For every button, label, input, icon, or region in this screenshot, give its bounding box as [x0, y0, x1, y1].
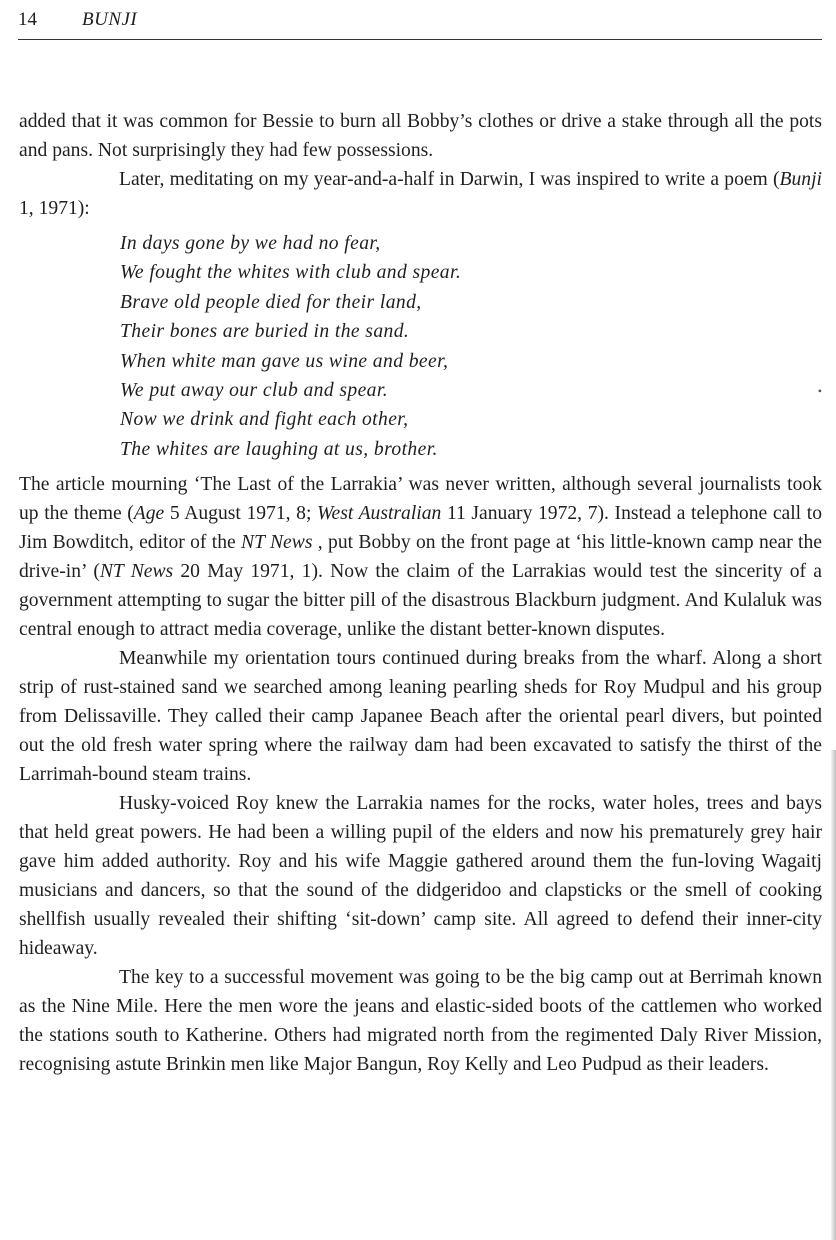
page-edge-shadow — [831, 750, 836, 1240]
header-rule — [18, 39, 822, 40]
poem-line: We put away our club and spear. — [120, 380, 389, 402]
paragraph-6: The key to a successful movement was going to be the big camp out at Berrimah known as the Nine Mile. Here the men wore the jeans and elastic-sided boots of the cattlemen who worked the stations south to Katherine. Others had migrated north from the regimented Daly River Mission, recognising astute Brinkin men like Major Bangun, Roy Kelly and Leo Pudpud as their leaders. — [19, 967, 822, 1076]
paragraph-3-citation-1: Age — [133, 503, 165, 525]
stray-mark: • — [817, 384, 822, 398]
poem-line: When white man gave us wine and beer, — [120, 350, 449, 372]
poem-line: Their bones are buried in the sand. — [120, 321, 410, 343]
paragraph-2-text-2: 1, 1971): — [19, 198, 90, 219]
paragraph-1: added that it was common for Bessie to burn all Bobby’s clothes or drive a stake through all the pots and pans. Not surprisingly they had few possessions. — [19, 111, 822, 161]
poem-line: In days gone by we had no fear, — [120, 233, 381, 254]
paragraph-2 — [19, 165, 822, 223]
poem-line: Brave old people died for their land, — [120, 291, 422, 313]
paragraph-3-text-2: 5 August 1971, 8; — [164, 503, 318, 525]
page-body — [19, 107, 822, 1079]
paragraph-3-text-5: 20 May 1971, 1). Now the claim of the Larrakias would test the sincerity of a government attempting to sugar the bitter pill of the disastrous Blackburn judgment. And Kulaluk was central enough to attract media coverage, unlike the distant better-known disputes. — [19, 561, 822, 641]
poem-line: We fought the whites with club and spear. — [120, 262, 462, 284]
paragraph-3-citation-4: NT News — [99, 561, 174, 583]
paragraph-5: Husky-voiced Roy knew the Larrakia names for the rocks, water holes, trees and bays that held great powers. He had been a willing pupil of the elders and now his prematurely grey hair gave him added authority. Roy and his wife Maggie gathered around them the fun-loving Wagaitj musicians and dancers, so that the sound of the didgeridoo and clapsticks or the smell of cooking shellfish usually revealed their shifting ‘sit-down’ camp site. All agreed to defend their inner-city hideaway. — [19, 793, 822, 960]
poem-line: Now we drink and fight each other, — [120, 409, 409, 431]
paragraph-3-text-3: 11 January 1972, 7). Instead a telephone call to Jim Bowditch, editor of the — [19, 503, 822, 554]
page-number: 14 — [18, 9, 37, 30]
poem — [120, 229, 822, 464]
paragraph-3-text-1: The article mourning ‘The Last of the Larrakia’ was never written, although several journalists took up the theme ( — [19, 474, 822, 525]
paragraph-2-citation: Bunji — [779, 169, 822, 190]
paragraph-3-text-4: , put Bobby on the front page at ‘his little-known camp near the drive-in’ ( — [19, 532, 822, 583]
paragraph-3-citation-3: NT News — [241, 532, 313, 554]
running-title: BUNJI — [82, 9, 138, 30]
paragraph-2-text-1: Later, meditating on my year-and-a-half in Darwin, I was inspired to write a poem ( — [119, 169, 780, 190]
poem-line: The whites are laughing at us, brother. — [120, 438, 438, 460]
running-head — [18, 8, 820, 32]
paragraph-3-citation-2: West Australian — [317, 503, 442, 525]
paragraph-4: Meanwhile my orientation tours continued during breaks from the wharf. Along a short strip of rust-stained sand we searched among leaning pearling sheds for Roy Mudpul and his group from Delissaville. They called their camp Japanee Beach after the oriental pearl divers, but pointed out the old fresh water spring where the railway dam had been excavated to satisfy the thirst of the Larrimah-bound steam trains. — [19, 648, 822, 786]
paragraph-3 — [19, 470, 822, 644]
